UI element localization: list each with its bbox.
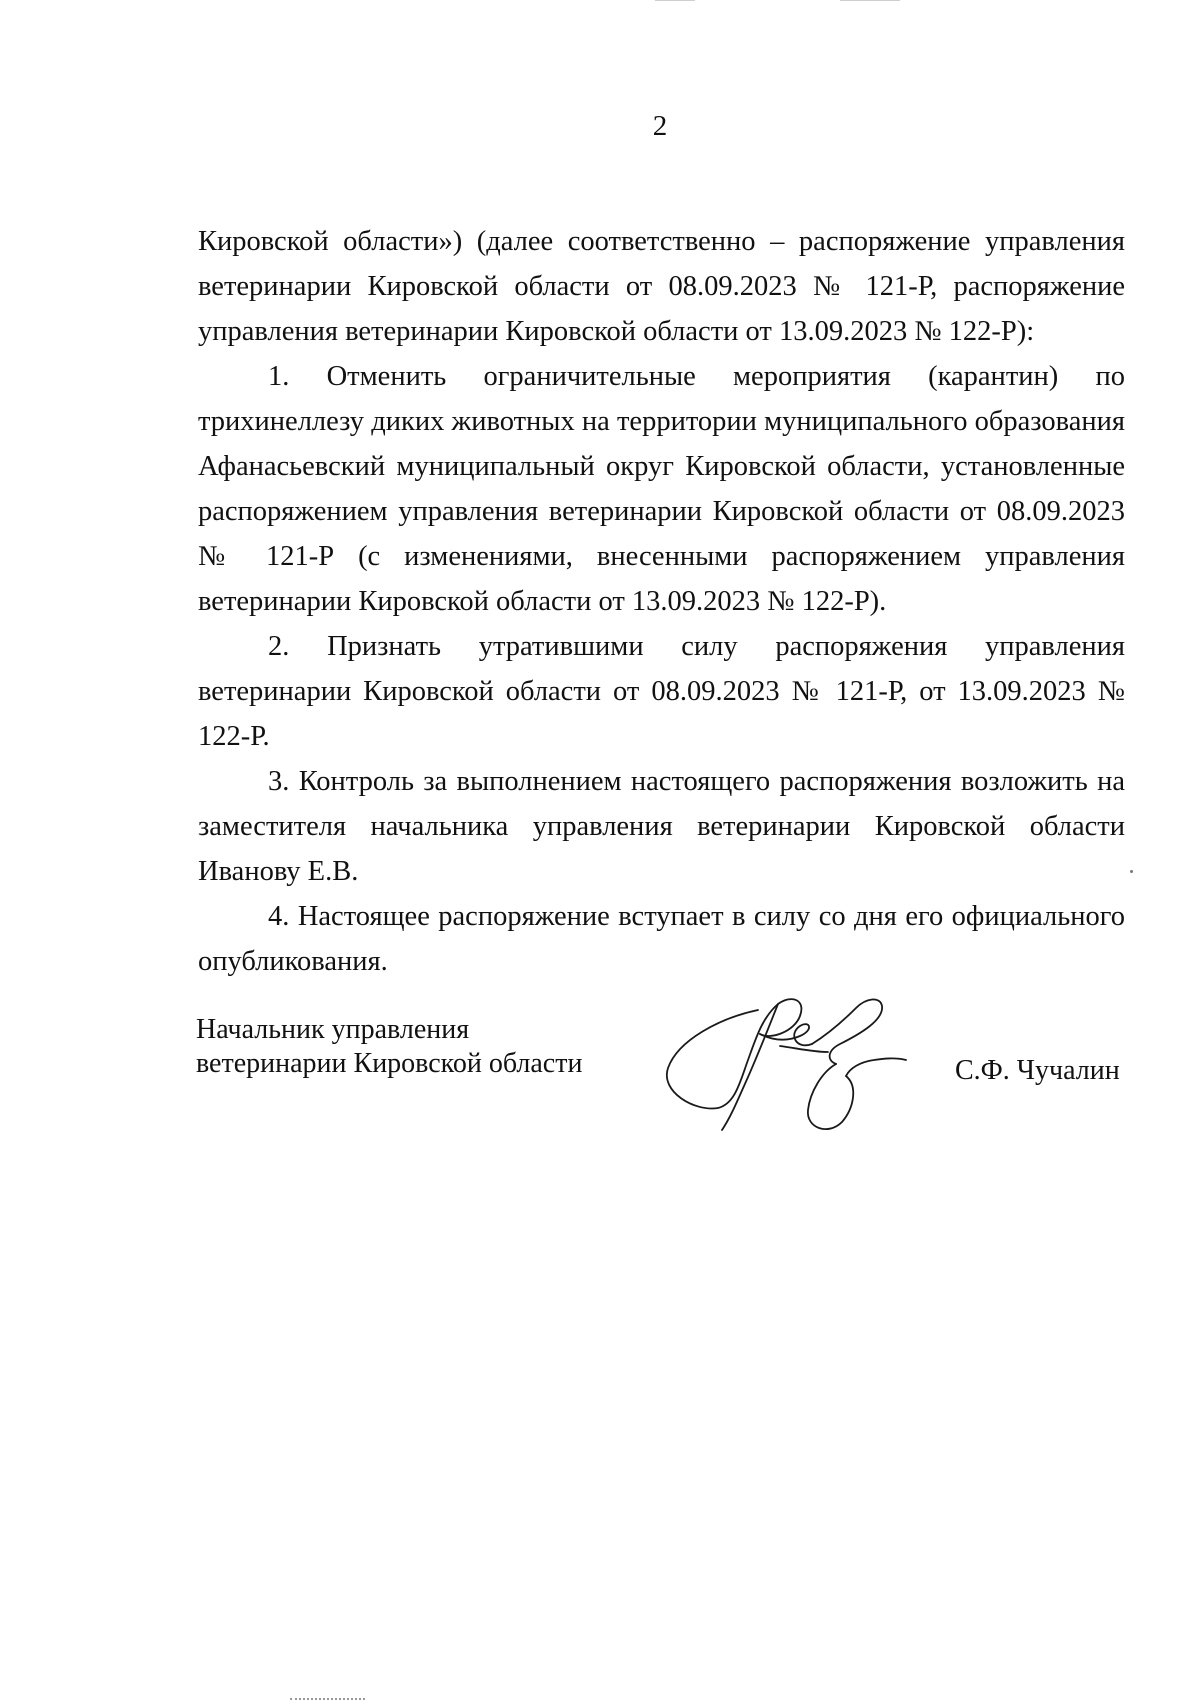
item-2-paragraph: 2. Признать утратившими силу распоряжения управления ветеринарии Кировской области от 08.09.2023 № 121-Р, от 13.09.2023 № 122-Р. [198,631,1125,752]
scan-artifact-bottom [290,1698,365,1702]
intro-paragraph: Кировской области») (далее соответственно – распоряжение управления ветеринарии Кировской области от 08.09.2023 № 121-Р, распоряжение управления ветеринарии Кировской области от 13.09.2023 № 122-Р): [198,226,1125,347]
scan-artifact-top-left [655,0,695,1]
handwritten-signature-icon [660,990,930,1135]
position-line-1: Начальник управления [196,1014,470,1045]
item-4-paragraph: 4. Настоящее распоряжение вступает в силу со дня его официального опубликования. [198,901,1125,977]
scan-artifact-top-right [840,0,900,1]
position-line-2: ветеринарии Кировской области [196,1048,583,1079]
page-number: 2 [652,110,668,142]
signer-name: С.Ф. Чучалин [955,1055,1120,1086]
scan-dot [1130,870,1133,873]
item-1-paragraph: 1. Отменить ограничительные мероприятия (карантин) по трихинеллезу диких животных на территории муниципального образования Афанасьевский муниципальный округ Кировской области, установленные распоряжением управления ветеринарии Кировской области от 08.09.2023 № 121-Р (с изменениями, внесенными распоряжением управления ветеринарии Кировской области от 13.09.2023 № 122-Р). [198,361,1125,617]
document-body [198,219,1125,984]
signatory-position [196,1013,582,1081]
item-3-paragraph: 3. Контроль за выполнением настоящего распоряжения возложить на заместителя начальника управления ветеринарии Кировской области Иванову Е.В. [198,766,1125,887]
